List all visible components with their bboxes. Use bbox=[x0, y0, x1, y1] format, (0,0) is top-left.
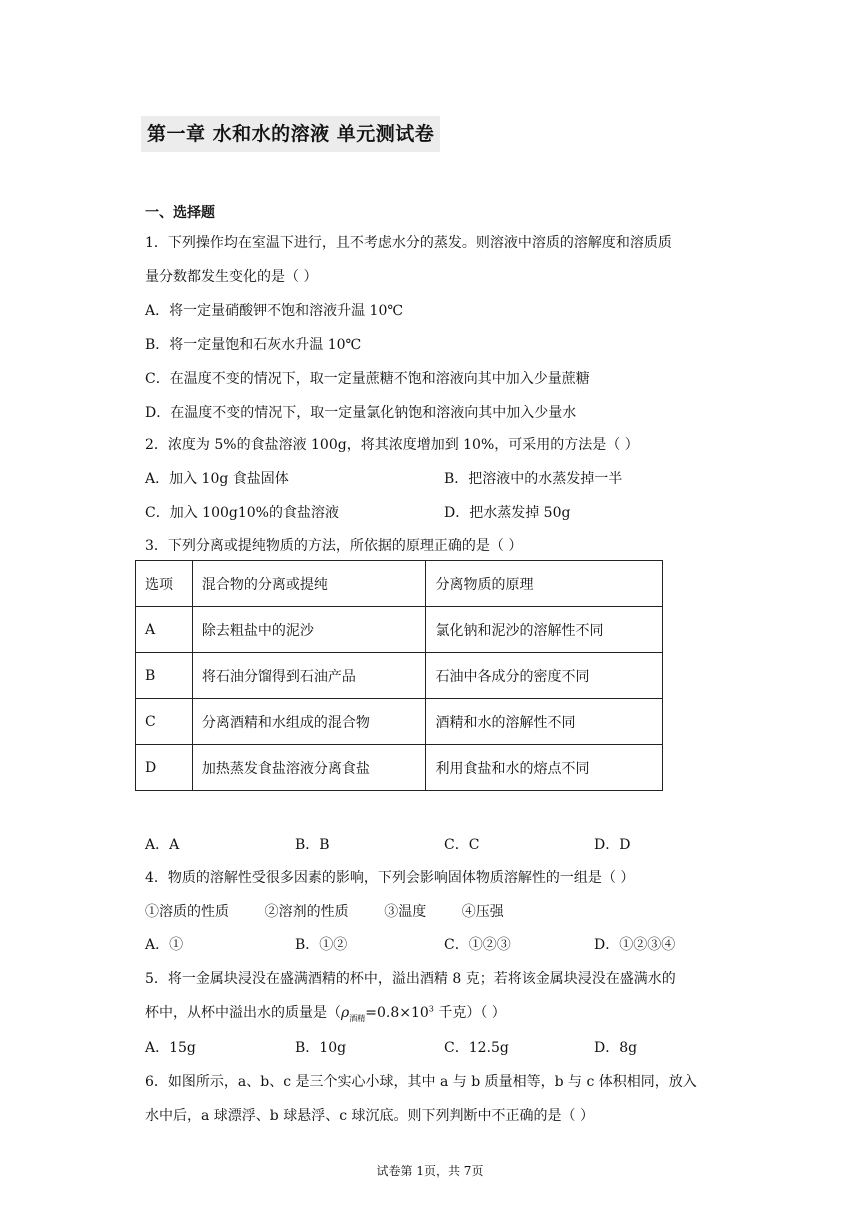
q5-option-c: C．12.5g bbox=[444, 1040, 509, 1056]
q1-option-a: A．将一定量硝酸钾不饱和溶液升温 10℃ bbox=[145, 303, 404, 319]
table-cell: 将石油分馏得到石油产品 bbox=[192, 653, 426, 699]
page-title: 第一章 水和水的溶液 单元测试卷 bbox=[141, 116, 440, 152]
q4-stem: 4．物质的溶解性受很多因素的影响，下列会影响固体物质溶解性的一组是（ ） bbox=[145, 870, 635, 886]
table-cell: B bbox=[136, 653, 193, 699]
q3-table bbox=[135, 560, 663, 791]
table-cell: 利用食盐和水的熔点不同 bbox=[426, 745, 663, 791]
q2-option-a: A．加入 10g 食盐固体 bbox=[145, 471, 289, 487]
q5-text-pre: 杯中，从杯中溢出水的质量是（ bbox=[145, 1005, 341, 1021]
q4-factors: ①溶质的性质 ②溶剂的性质 ③温度 ④压强 bbox=[145, 904, 504, 920]
q3-option-c: C．C bbox=[444, 837, 480, 853]
table-cell: 酒精和水的溶解性不同 bbox=[426, 699, 663, 745]
q6-stem-line1: 6．如图所示，a、b、c 是三个实心小球，其中 a 与 b 质量相等，b 与 c 体积相同，放入 bbox=[145, 1074, 697, 1090]
table-header-cell: 分离物质的原理 bbox=[426, 561, 663, 607]
table-row bbox=[136, 653, 663, 699]
q3-stem: 3．下列分离或提纯物质的方法，所依据的原理正确的是（ ） bbox=[145, 538, 523, 554]
q3-option-b: B．B bbox=[295, 837, 330, 853]
q3-option-a: A．A bbox=[145, 837, 180, 853]
q5-text-mid: =0.8×10 bbox=[365, 1005, 429, 1021]
q1-option-d: D．在温度不变的情况下，取一定量氯化钠饱和溶液向其中加入少量水 bbox=[145, 405, 577, 421]
q4-option-a: A．① bbox=[145, 937, 184, 953]
q2-option-b: B．把溶液中的水蒸发掉一半 bbox=[444, 471, 623, 487]
table-cell: 氯化钠和泥沙的溶解性不同 bbox=[426, 607, 663, 653]
table-cell: 石油中各成分的密度不同 bbox=[426, 653, 663, 699]
section-heading: 一、选择题 bbox=[145, 205, 215, 221]
table-row bbox=[136, 745, 663, 791]
q5-stem-line2 bbox=[145, 1002, 506, 1024]
table-cell: 加热蒸发食盐溶液分离食盐 bbox=[192, 745, 426, 791]
q4-option-d: D．①②③④ bbox=[594, 937, 676, 953]
page-footer: 试卷第 1页，共 7页 bbox=[376, 1164, 484, 1178]
q5-option-b: B．10g bbox=[295, 1040, 347, 1056]
table-cell: D bbox=[136, 745, 193, 791]
table-cell: A bbox=[136, 607, 193, 653]
q5-option-d: D．8g bbox=[594, 1040, 638, 1056]
table-header-cell: 选项 bbox=[136, 561, 193, 607]
q6-stem-line2: 水中后，a 球漂浮、b 球悬浮、c 球沉底。则下列判断中不正确的是（ ） bbox=[145, 1108, 594, 1124]
q5-text-post: 千克）（ ） bbox=[433, 1005, 506, 1021]
q5-option-a: A．15g bbox=[145, 1040, 196, 1056]
q4-option-c: C．①②③ bbox=[444, 937, 511, 953]
q2-stem: 2．浓度为 5%的食盐溶液 100g，将其浓度增加到 10%，可采用的方法是（ ） bbox=[145, 437, 639, 453]
table-header-cell: 混合物的分离或提纯 bbox=[192, 561, 426, 607]
table-cell: 除去粗盐中的泥沙 bbox=[192, 607, 426, 653]
q2-option-d: D．把水蒸发掉 50g bbox=[444, 505, 571, 521]
q1-stem-line1: 1．下列操作均在室温下进行，且不考虑水分的蒸发。则溶液中溶质的溶解度和溶质质 bbox=[145, 235, 672, 251]
table-row bbox=[136, 699, 663, 745]
q1-option-b: B．将一定量饱和石灰水升温 10℃ bbox=[145, 337, 362, 353]
exponent: 3 bbox=[428, 1004, 434, 1014]
q5-stem-line1: 5．将一金属块浸没在盛满酒精的杯中，溢出酒精 8 克；若将该金属块浸没在盛满水的 bbox=[145, 971, 676, 987]
q3-option-d: D．D bbox=[594, 837, 631, 853]
table-cell: 分离酒精和水组成的混合物 bbox=[192, 699, 426, 745]
table-row bbox=[136, 607, 663, 653]
q1-stem-line2: 量分数都发生变化的是（ ） bbox=[145, 269, 318, 285]
q1-option-c: C．在温度不变的情况下，取一定量蔗糖不饱和溶液向其中加入少量蔗糖 bbox=[145, 371, 590, 387]
rho-subscript: 酒精 bbox=[349, 1013, 366, 1023]
table-header-row bbox=[136, 561, 663, 607]
table-cell: C bbox=[136, 699, 193, 745]
q2-option-c: C．加入 100g10%的食盐溶液 bbox=[145, 505, 339, 521]
q4-option-b: B．①② bbox=[295, 937, 348, 953]
rho-symbol: ρ bbox=[341, 1005, 350, 1021]
